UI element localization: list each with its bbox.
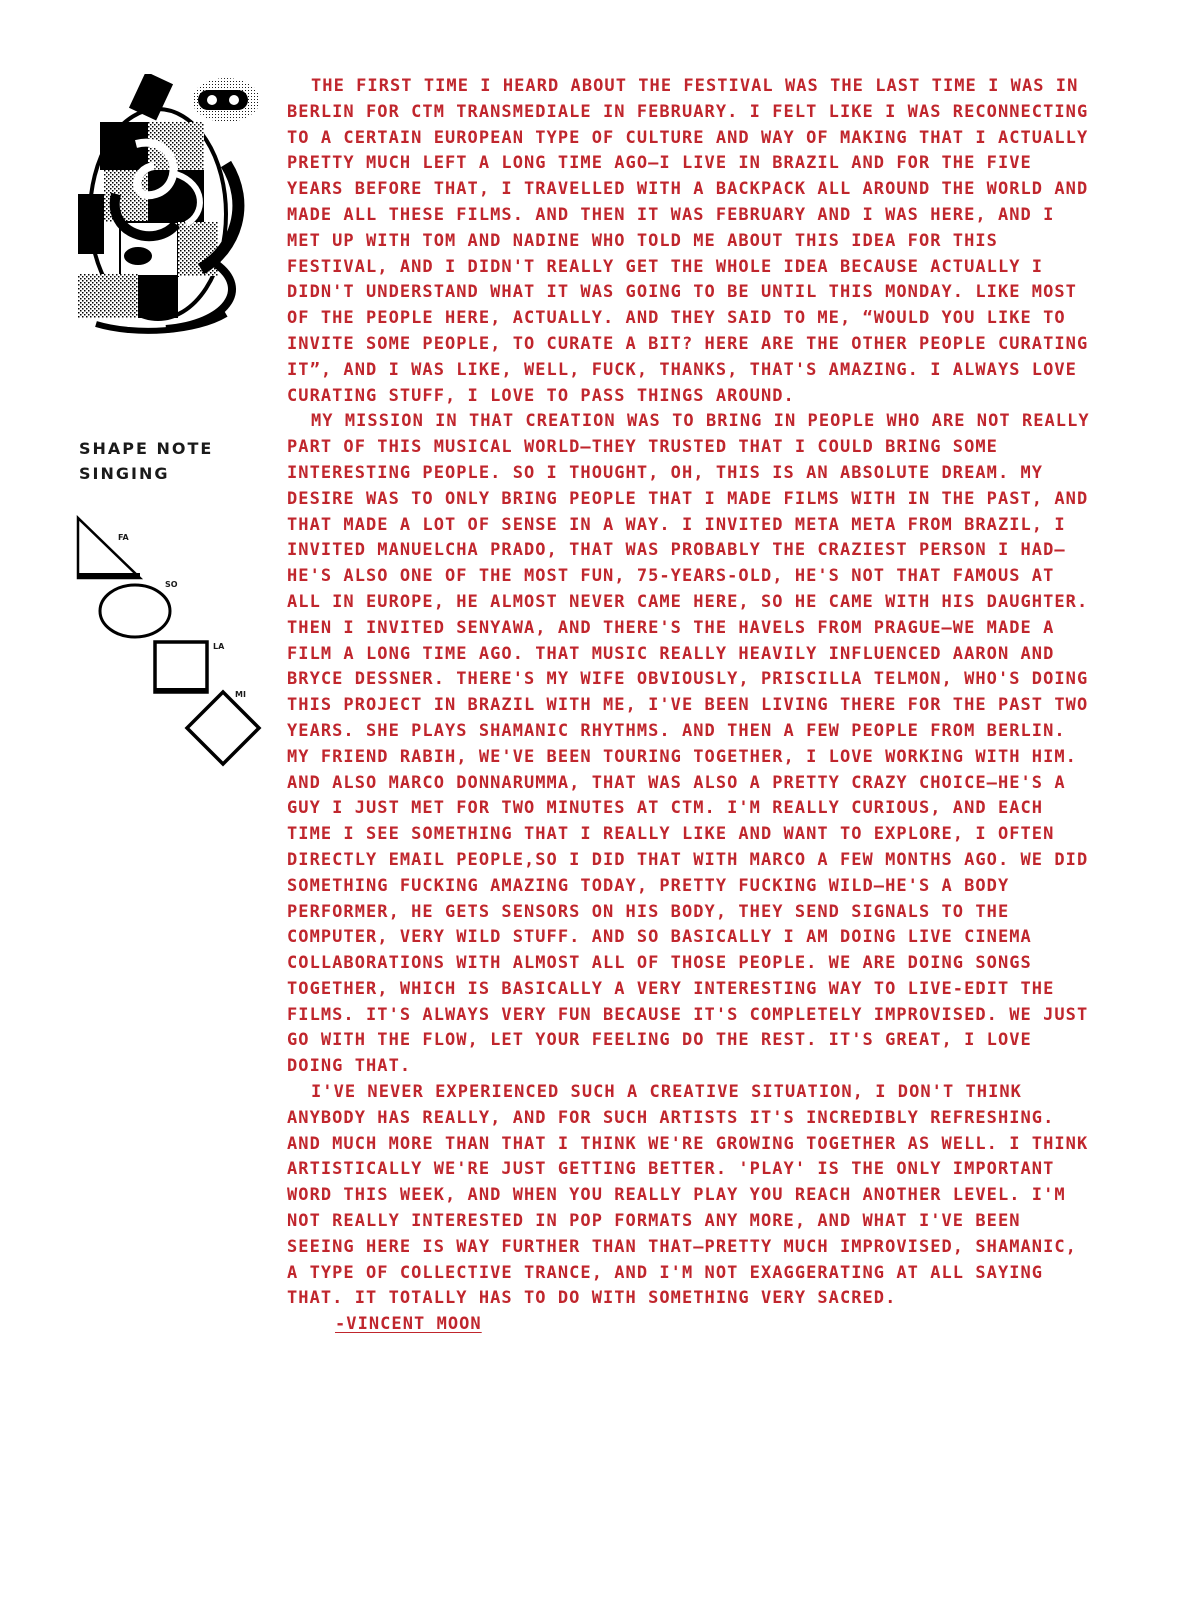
sidebar-title [79, 436, 249, 486]
signature-text: -VINCENT MOON [335, 1314, 482, 1335]
article-paragraph-1: THE FIRST TIME I HEARD ABOUT THE FESTIVAL WAS THE LAST TIME I WAS IN BERLIN FOR CTM TRANSMEDIALE IN FEBRUARY. I FELT LIKE I WAS RECONNECTING TO A CERTAIN EUROPEAN TYPE OF CULTURE AND WAY OF MAKING THAT I ACTUALLY PRETTY MUCH LEFT A LONG TIME AGO—I LIVE IN BRAZIL AND FOR THE FIVE YEARS BEFORE THAT, I TRAVELLED WITH A BACKPACK ALL AROUND THE WORLD AND MADE ALL THESE FILMS. AND THEN IT WAS FEBRUARY AND I WAS HERE, AND I MET UP WITH TOM AND NADINE WHO TOLD ME ABOUT THIS IDEA FOR THIS FESTIVAL, AND I DIDN'T REALLY GET THE WHOLE IDEA BECAUSE ACTUALLY I DIDN'T UNDERSTAND WHAT IT WAS GOING TO BE UNTIL THIS MONDAY. LIKE MOST OF THE PEOPLE HERE, ACTUALLY. AND THEY SAID TO ME, “WOULD YOU LIKE TO INVITE SOME PEOPLE, TO CURATE A BIT? HERE ARE THE OTHER PEOPLE CURATING IT”, AND I WAS LIKE, WELL, FUCK, THANKS, THAT'S AMAZING. I ALWAYS LOVE CURATING STUFF, I LOVE TO PASS THINGS AROUND. [287, 76, 1089, 406]
fa-triangle-icon [78, 518, 140, 579]
sidebar-title-line1: SHAPE NOTE [79, 439, 214, 458]
mi-diamond-icon [187, 692, 259, 764]
article-paragraph-2: MY MISSION IN THAT CREATION WAS TO BRING IN PEOPLE WHO ARE NOT REALLY PART OF THIS MUSICAL WORLD—THEY TRUSTED THAT I COULD BRING SOME INTERESTING PEOPLE. SO I THOUGHT, OH, THIS IS AN ABSOLUTE DREAM. MY DESIRE WAS TO ONLY BRING PEOPLE THAT I MADE FILMS WITH IN THE PAST, AND THAT MADE A LOT OF SENSE IN A WAY. I INVITED META META FROM BRAZIL, I INVITED MANUELCHA PRADO, THAT WAS PROBABLY THE CRAZIEST PERSON I HAD—HE'S ALSO ONE OF THE MOST FUN, 75-YEARS-OLD, HE'S NOT THAT FAMOUS AT ALL IN EUROPE, HE ALMOST NEVER CAME HERE, SO HE CAME WITH HIS DAUGHTER. THEN I INVITED SENYAWA, AND THERE'S THE HAVELS FROM PRAGUE—WE MADE A FILM A LONG TIME AGO. THAT MUSIC REALLY HEAVILY INFLUENCED AARON AND BRYCE DESSNER. THERE'S MY WIFE OBVIOUSLY, PRISCILLA TELMON, WHO'S DOING THIS PROJECT IN BRAZIL WITH ME, I'VE BEEN LIVING THERE FOR THE PAST TWO YEARS. SHE PLAYS SHAMANIC RHYTHMS. AND THEN A FEW PEOPLE FROM BERLIN. MY FRIEND RABIH, WE'VE BEEN TOURING TOGETHER, I LOVE WORKING WITH HIM. AND ALSO MARCO DONNARUMMA, THAT WAS ALSO A PRETTY CRAZY CHOICE—HE'S A GUY I JUST MET FOR TWO MINUTES AT CTM. I'M REALLY CURIOUS, AND EACH TIME I SEE SOMETHING THAT I REALLY LIKE AND WANT TO EXPLORE, I OFTEN DIRECTLY EMAIL PEOPLE,SO I DID THAT WITH MARCO A FEW MONTHS AGO. WE DID SOMETHING FUCKING AMAZING TODAY, PRETTY FUCKING WILD—HE'S A BODY PERFORMER, HE GETS SENSORS ON HIS BODY, THEY SEND SIGNALS TO THE COMPUTER, VERY WILD STUFF. AND SO BASICALLY I AM DOING LIVE CINEMA COLLABORATIONS WITH ALMOST ALL OF THOSE PEOPLE. WE ARE DOING SONGS TOGETHER, WHICH IS BASICALLY A VERY INTERESTING WAY TO LIVE-EDIT THE FILMS. IT'S ALWAYS VERY FUN BECAUSE IT'S COMPLETELY IMPROVISED. WE JUST GO WITH THE FLOW, LET YOUR FEELING DO THE REST. IT'S GREAT, I LOVE DOING THAT. [287, 411, 1090, 1077]
so-label: SO [165, 580, 178, 589]
la-square-icon [155, 642, 207, 693]
la-label: LA [213, 642, 225, 651]
eye-capsule-shape [192, 78, 260, 122]
abstract-face-logo-icon [76, 74, 266, 336]
article-signature [287, 1312, 1099, 1338]
sidebar-title-line2: SINGING [79, 464, 170, 483]
so-oval-icon [100, 585, 170, 637]
interview-article [287, 74, 1099, 1338]
article-paragraph-3: I'VE NEVER EXPERIENCED SUCH A CREATIVE SITUATION, I DON'T THINK ANYBODY HAS REALLY, AND FOR SUCH ARTISTS IT'S INCREDIBLY REFRESHING. AND MUCH MORE THAN THAT I THINK WE'RE GROWING TOGETHER AS WELL. I THINK ARTISTICALLY WE'RE JUST GETTING BETTER. 'PLAY' IS THE ONLY IMPORTANT WORD THIS WEEK, AND WHEN YOU REALLY PLAY YOU REACH ANOTHER LEVEL. I'M NOT REALLY INTERESTED IN POP FORMATS ANY MORE, AND WHAT I'VE BEEN SEEING HERE IS WAY FURTHER THAN THAT—PRETTY MUCH IMPROVISED, SHAMANIC, A TYPE OF COLLECTIVE TRANCE, AND I'M NOT EXAGGERATING AT ALL SAYING THAT. IT TOTALLY HAS TO DO WITH SOMETHING VERY SACRED. [287, 1082, 1089, 1309]
mi-label: MI [235, 690, 246, 699]
shape-note-diagram [70, 510, 270, 780]
fa-label: FA [118, 533, 129, 542]
